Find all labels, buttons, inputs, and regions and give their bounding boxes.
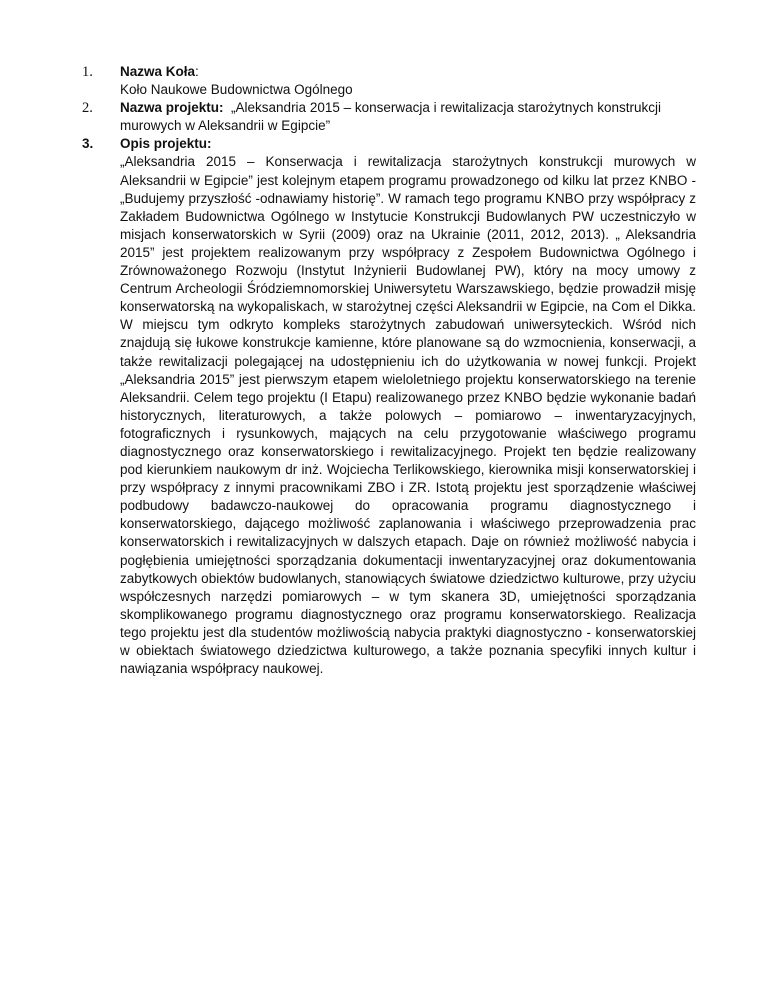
project-name-label: Nazwa projektu: bbox=[120, 100, 224, 116]
list-item-project-description bbox=[82, 135, 696, 678]
numbered-list bbox=[82, 63, 696, 678]
list-number: 2. bbox=[82, 100, 93, 117]
list-number: 1. bbox=[82, 64, 93, 80]
project-name-value: „Aleksandria 2015 – konserwacja i rewitalizacja starożytnych konstrukcji murowych w Aleksandrii w Egipcie” bbox=[120, 100, 661, 134]
club-name-label: Nazwa Koła bbox=[120, 64, 196, 79]
list-item-club-name bbox=[82, 63, 696, 99]
label-separator: : bbox=[195, 64, 199, 79]
club-name-value: Koło Naukowe Budownictwa Ogólnego bbox=[120, 82, 353, 98]
project-description-label: Opis projektu: bbox=[120, 136, 212, 152]
list-number: 3. bbox=[82, 136, 94, 152]
list-item-project-name bbox=[82, 99, 696, 135]
project-description-text: „Aleksandria 2015 – Konserwacja i rewitalizacja starożytnych konstrukcji murowych w Aleksandrii w Egipcie” jest kolejnym etapem programu prowadzonego od kilku lat przez KNBO - „Budujemy przyszłość -odnawiamy historię”. W ramach tego programu KNBO przy współpracy z Zakładem Budownictwa Ogólnego w Instytucie Konstrukcji Budowlanych PW uczestniczyło w misjach konserwatorskich w Syrii (2009) oraz na Ukrainie (2011, 2012, 2013). „ Aleksandria 2015” jest projektem realizowanym przy współpracy z Zespołem Budownictwa Ogólnego i Zrównoważonego Rozwoju (Instytut Inżynierii Budowlanej PW), który na mocy umowy z Centrum Archeologii Śródziemnomorskiej Uniwersytetu Warszawskiego, będzie prowadził misję konserwatorską na wykopaliskach, w starożytnej części Aleksandrii w Egipcie, na Com el Dikka. W miejscu tym odkryto kompleks starożytnych zabudowań uniwersyteckich. Wśród nich znajdują się łukowe konstrukcje kamienne, które planowane są do wzmocnienia, konserwacji, a także rewitalizacji polegającej na udostępnieniu ich do użytkowania w nowej funkcji. Projekt „Aleksandria 2015” jest pierwszym etapem wieloletniego projektu konserwatorskiego na terenie Aleksandrii. Celem tego projektu (I Etapu) realizowanego przez KNBO będzie wykonanie badań historycznych, literaturowych, a także polowych – pomiarowo – inwentaryzacyjnych, fotograficznych i rysunkowych, mających na celu przygotowanie właściwego programu diagnostycznego oraz konserwatorskiego i rewitalizacyjnego. Projekt ten będzie realizowany pod kierunkiem naukowym dr inż. Wojciecha Terlikowskiego, kierownika misji konserwatorskiej i przy współpracy z innymi pracownikami ZBO i ZR. Istotą projektu jest sporządzenie właściwej podbudowy badawczo-naukowej do opracowania programu diagnostycznego i konserwatorskiego, dającego możliwość zaplanowania i właściwego przeprowadzenia prac konserwatorskich i rewitalizacyjnych w dalszych etapach. Daje on również możliwość nabycia i pogłębienia umiejętności sporządzania dokumentacji inwentaryzacyjnej oraz dokumentowania zabytkowych obiektów budowlanych, stanowiących światowe dziedzictwo kulturowe, przy użyciu współczesnych narzędzi pomiarowych – w tym skanera 3D, umiejętności sporządzania skomplikowanego programu diagnostycznego oraz programu konserwatorskiego. Realizacja tego projektu jest dla studentów możliwością nabycia praktyki diagnostyczno - konserwatorskiej w obiektach światowego dziedzictwa kulturowego, a także poznania specyfiki innych kultur i nawiązania współpracy naukowej. bbox=[120, 154, 696, 677]
